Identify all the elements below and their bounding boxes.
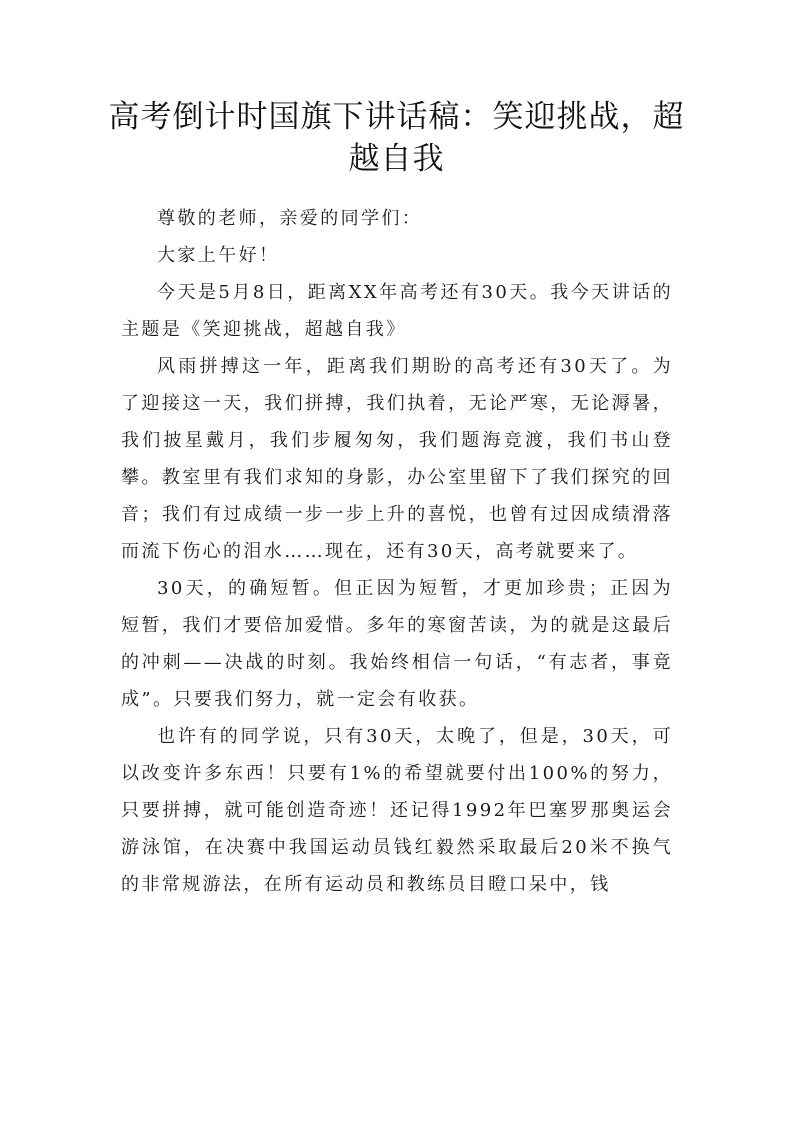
paragraph-miracle: 也许有的同学说，只有30天，太晚了，但是，30天，可以改变许多东西！只要有1%的希望就要付出100%的努力，只要拼搏，就可能创造奇迹！还记得1992年巴塞罗那奥运会游泳馆，在决赛中我国运动员钱红毅然采取最后20米不换气的非常规游法，在所有运动员和教练员目瞪口呆中，钱 <box>121 726 673 895</box>
salutation: 尊敬的老师，亲爱的同学们： <box>157 208 423 229</box>
document-title: 高考倒计时国旗下讲话稿：笑迎挑战，超越自我 <box>108 99 685 177</box>
paragraph-intro: 今天是5月8日，距离XX年高考还有30天。我今天讲话的主题是《笑迎挑战，超越自我》 <box>121 282 673 340</box>
paragraph-thirty-days: 30天，的确短暂。但正因为短暂，才更加珍贵；正因为短暂，我们才要倍加爱惜。多年的寒窗苦读，为的就是这最后的冲刺——决战的时刻。我始终相信一句话，“有志者，事竟成”。只要我们努力，就一定会有收获。 <box>121 578 673 710</box>
paragraph-struggle: 风雨拼搏这一年，距离我们期盼的高考还有30天了。为了迎接这一天，我们拼搏，我们执着，无论严寒，无论溽暑，我们披星戴月，我们步履匆匆，我们题海竞渡，我们书山登攀。教室里有我们求知的身影，办公室里留下了我们探究的回音；我们有过成绩一步一步上升的喜悦，也曾有过因成绩滑落而流下伤心的泪水……现在，还有30天，高考就要来了。 <box>121 356 673 562</box>
document-body <box>121 200 673 903</box>
greeting: 大家上午好！ <box>157 245 280 266</box>
